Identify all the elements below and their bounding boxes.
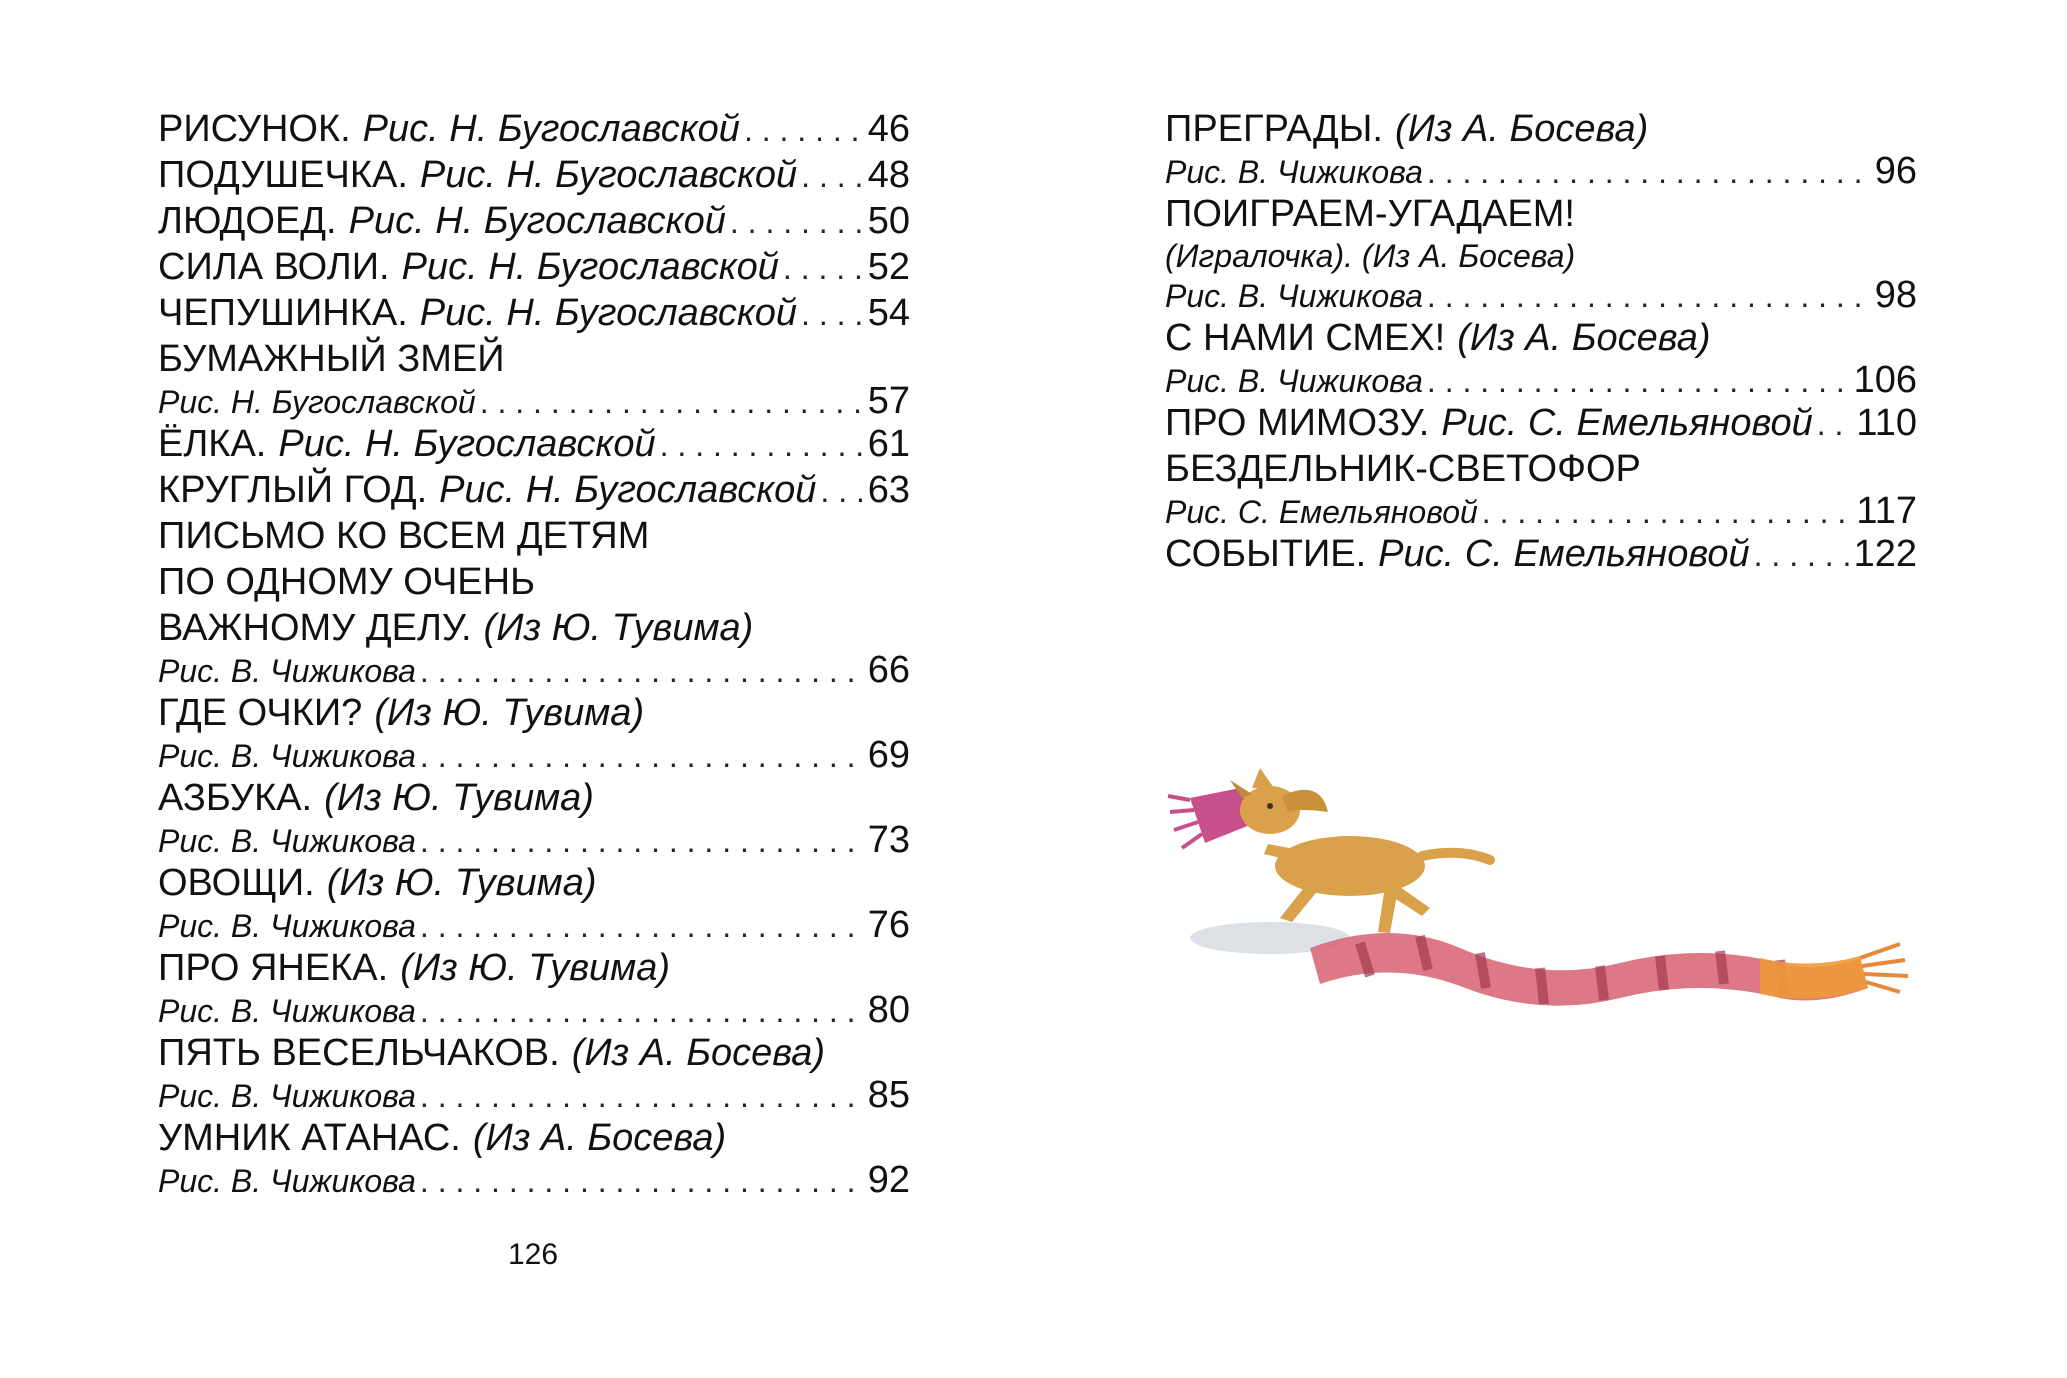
entry-title: ПОИГРАЕМ-УГАДАЕМ! [1165, 193, 1575, 235]
entry-page-number: 54 [867, 292, 910, 334]
toc-entry [1165, 531, 1917, 577]
toc-line [158, 244, 910, 290]
entry-title: ПРО ЯНЕКА. [158, 947, 389, 989]
toc-line [1165, 106, 1917, 152]
dot-leader [660, 422, 864, 468]
dot-leader [744, 107, 864, 153]
toc-line [158, 860, 910, 906]
dot-leader [1427, 277, 1871, 316]
dot-leader [420, 1077, 864, 1116]
entry-title: КРУГЛЫЙ ГОД. [158, 469, 428, 511]
entry-title: БЕЗДЕЛЬНИК-СВЕТОФОР [1165, 448, 1641, 490]
entry-title: ЛЮДОЕД. [158, 200, 337, 242]
entry-title: ЧЕПУШИНКА. [158, 292, 408, 334]
entry-credit: (Из А. Босева) [571, 1032, 826, 1074]
entry-title: УМНИК АТАНАС. [158, 1117, 461, 1159]
dog [1230, 768, 1490, 933]
toc-line [158, 1161, 910, 1200]
entry-page-number: 46 [867, 108, 910, 150]
toc-line [1165, 315, 1917, 361]
toc-line [158, 736, 910, 775]
entry-credit: Рис. Н. Бугославской [439, 469, 817, 511]
entry-page-number: 57 [867, 380, 910, 422]
entry-page-number: 96 [1874, 150, 1917, 192]
entry-page-number: 48 [867, 154, 910, 196]
entry-credit: (Из Ю. Тувима) [326, 862, 597, 904]
toc-line [158, 605, 910, 651]
entry-credit: Рис. Н. Бугославской [362, 108, 740, 150]
dot-leader [420, 907, 864, 946]
toc-line [1165, 492, 1917, 531]
entry-page-number: 76 [867, 904, 910, 946]
dot-leader [420, 737, 864, 776]
toc-line [158, 382, 910, 421]
toc-line [158, 152, 910, 198]
toc-line [158, 290, 910, 336]
entry-credit: Рис. С. Емельяновой [1378, 533, 1750, 575]
entry-page-number: 106 [1853, 359, 1917, 401]
entry-credit: Рис. В. Чижикова [158, 993, 416, 1029]
entry-title: РИСУНОК. [158, 108, 351, 150]
entry-credit: Рис. Н. Бугославской [158, 384, 476, 420]
dot-leader [1427, 362, 1850, 401]
dot-leader [820, 468, 863, 514]
dot-leader [1482, 493, 1853, 532]
toc-line [158, 775, 910, 821]
toc-entry [158, 244, 910, 290]
entry-credit: Рис. В. Чижикова [158, 908, 416, 944]
entry-credit: Рис. Н. Бугославской [419, 154, 798, 196]
entry-title: ГДЕ ОЧКИ? [158, 692, 363, 734]
toc-line [158, 690, 910, 736]
entry-credit: (Из А. Босева) [472, 1117, 727, 1159]
entry-credit: Рис. С. Емельяновой [1165, 494, 1478, 530]
toc-line [1165, 531, 1917, 577]
toc-line [158, 1076, 910, 1115]
entry-page-number: 52 [867, 246, 910, 288]
entry-credit: (Из А. Босева) [1457, 317, 1711, 359]
entry-credit: Рис. В. Чижикова [1165, 278, 1423, 314]
entry-credit: Рис. В. Чижикова [158, 1163, 416, 1199]
toc-line [1165, 446, 1917, 492]
entry-title: СОБЫТИЕ. [1165, 533, 1367, 575]
entry-page-number: 98 [1874, 274, 1917, 316]
toc-line [158, 467, 910, 513]
toc-line [158, 906, 910, 945]
toc-line [158, 421, 910, 467]
page-number: 126 [508, 1238, 559, 1271]
dot-leader [1427, 153, 1871, 192]
entry-credit: Рис. Н. Бугославской [278, 423, 656, 465]
toc-line [158, 1115, 910, 1161]
dot-leader [1817, 401, 1853, 447]
toc-entry [158, 198, 910, 244]
dot-leader [480, 383, 864, 422]
dot-leader [420, 1162, 864, 1201]
entry-credit: Рис. В. Чижикова [158, 823, 416, 859]
toc-entry [1165, 446, 1917, 531]
toc-entry [158, 152, 910, 198]
toc-left-column [158, 106, 910, 1200]
entry-page-number: 61 [867, 423, 910, 465]
dot-leader [420, 822, 864, 861]
dot-leader [420, 652, 864, 691]
toc-line [158, 651, 910, 690]
toc-entry [158, 690, 910, 775]
entry-credit: Рис. В. Чижикова [1165, 363, 1423, 399]
dot-leader [1754, 532, 1850, 578]
toc-entry [158, 106, 910, 152]
entry-page-number: 63 [867, 469, 910, 511]
toc-entry [1165, 400, 1917, 446]
toc-line [1165, 400, 1917, 446]
toc-line [1165, 237, 1917, 276]
dot-leader [801, 291, 864, 337]
entry-title: БУМАЖНЫЙ ЗМЕЙ [158, 338, 505, 380]
entry-credit: (Из Ю. Тувима) [483, 607, 754, 649]
entry-title: ОВОЩИ. [158, 862, 315, 904]
entry-credit: (Из А. Босева) [1394, 108, 1649, 150]
entry-title: С НАМИ СМЕХ! [1165, 317, 1446, 359]
entry-credit: Рис. Н. Бугославской [348, 200, 726, 242]
entry-page-number: 50 [867, 200, 910, 242]
entry-credit: Рис. В. Чижикова [158, 1078, 416, 1114]
entry-credit: Рис. С. Емельяновой [1441, 402, 1813, 444]
entry-title: ПОДУШЕЧКА. [158, 154, 408, 196]
toc-entry [158, 421, 910, 467]
toc-entry [1165, 315, 1917, 400]
toc-line [158, 513, 910, 559]
entry-title: ЁЛКА. [158, 423, 267, 465]
entry-title: ПО ОДНОМУ ОЧЕНЬ [158, 561, 536, 603]
toc-line [158, 559, 910, 605]
toc-entry [158, 290, 910, 336]
toc-entry [158, 1030, 910, 1115]
entry-page-number: 69 [867, 734, 910, 776]
entry-title: СИЛА ВОЛИ. [158, 246, 390, 288]
entry-page-number: 110 [1856, 402, 1917, 444]
toc-entry [158, 860, 910, 945]
dot-leader [420, 992, 864, 1031]
toc-entry [1165, 106, 1917, 191]
entry-title: ПРЕГРАДЫ. [1165, 108, 1383, 150]
dot-leader [801, 153, 864, 199]
toc-line [158, 945, 910, 991]
entry-page-number: 85 [867, 1074, 910, 1116]
toc-line [1165, 191, 1917, 237]
entry-page-number: 73 [867, 819, 910, 861]
toc-line [158, 198, 910, 244]
toc-line [158, 336, 910, 382]
entry-title: ПИСЬМО КО ВСЕМ ДЕТЯМ [158, 515, 650, 557]
toc-line [158, 821, 910, 860]
toc-line [1165, 361, 1917, 400]
toc-line [158, 991, 910, 1030]
entry-page-number: 92 [867, 1159, 910, 1201]
entry-credit: (Игралочка). (Из А. Босева) [1165, 238, 1576, 274]
dot-leader [730, 199, 864, 245]
toc-entry [158, 467, 910, 513]
toc-entry [1165, 191, 1917, 315]
toc-line [1165, 152, 1917, 191]
toc-entry [158, 775, 910, 860]
entry-title: ПЯТЬ ВЕСЕЛЬЧАКОВ. [158, 1032, 560, 1074]
entry-credit: (Из Ю. Тувима) [374, 692, 645, 734]
entry-page-number: 66 [867, 649, 910, 691]
toc-entry [158, 1115, 910, 1200]
entry-page-number: 122 [1853, 533, 1917, 575]
toc-entry [158, 513, 910, 690]
toc-line [158, 106, 910, 152]
entry-credit: (Из Ю. Тувима) [324, 777, 594, 819]
entry-credit: Рис. Н. Бугославской [419, 292, 798, 334]
entry-credit: Рис. В. Чижикова [158, 653, 416, 689]
dog-with-scarf-illustration [1160, 748, 1920, 1048]
entry-credit: Рис. В. Чижикова [1165, 154, 1423, 190]
entry-credit: Рис. Н. Бугославской [401, 246, 779, 288]
toc-line [158, 1030, 910, 1076]
entry-page-number: 117 [1856, 490, 1917, 532]
toc-entry [158, 336, 910, 421]
scarf-orange-end [1760, 956, 1868, 999]
toc-line [1165, 276, 1917, 315]
entry-credit: Рис. В. Чижикова [158, 738, 416, 774]
entry-page-number: 80 [867, 989, 910, 1031]
toc-entry [158, 945, 910, 1030]
entry-title: ПРО МИМОЗУ. [1165, 402, 1430, 444]
dot-leader [783, 245, 864, 291]
entry-title: АЗБУКА. [158, 777, 313, 819]
entry-credit: (Из Ю. Тувима) [400, 947, 671, 989]
toc-right-column [1165, 106, 1917, 577]
entry-title: ВАЖНОМУ ДЕЛУ. [158, 607, 472, 649]
